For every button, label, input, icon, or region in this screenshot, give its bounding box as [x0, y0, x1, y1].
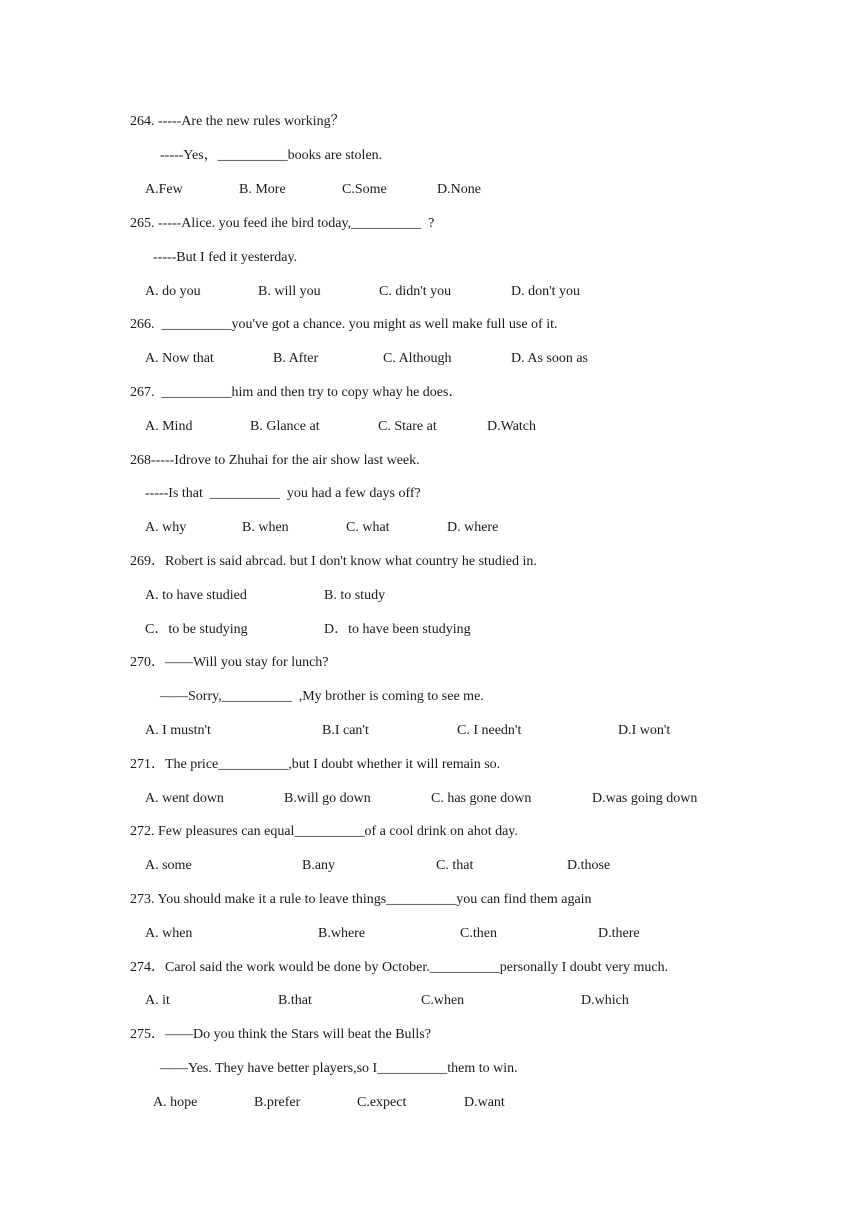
question-271-option-d: D.was going down [592, 791, 698, 806]
question-268-option-a: A. why [145, 520, 187, 535]
question-265-option-a: A. do you [145, 284, 201, 299]
question-269-option-c: C．to be studying [145, 622, 248, 637]
question-271-option-b: B.will go down [284, 791, 371, 806]
question-274-option-b: B.that [278, 993, 312, 1008]
question-273-option-b: B.where [318, 926, 366, 941]
question-273-option-d: D.there [598, 926, 640, 941]
question-265-option-d: D. don't you [511, 284, 581, 299]
question-264-option-d: D.None [437, 182, 481, 197]
question-268-stem: 268-----Idrove to Zhuhai for the air show last week. [130, 453, 420, 468]
question-274-option-a: A. it [145, 993, 170, 1008]
question-268-option-c: C. what [346, 520, 390, 535]
question-270-reply: ——Sorry,__________ ,My brother is coming to see me. [160, 689, 484, 704]
question-272-option-a: A. some [145, 858, 192, 873]
question-275-stem: 275．——Do you think the Stars will beat the Bulls? [130, 1027, 431, 1042]
question-269-option-b: B. to study [324, 588, 386, 603]
question-271-option-c: C. has gone down [431, 791, 532, 806]
question-264-option-a: A.Few [145, 182, 183, 197]
question-264-option-b: B. More [239, 182, 286, 197]
question-266-option-d: D. As soon as [511, 351, 589, 366]
question-274-option-c: C.when [421, 993, 465, 1008]
question-267-stem: 267. __________him and then try to copy whay he does． [130, 385, 463, 400]
question-270-stem: 270．——Will you stay for lunch? [130, 655, 329, 670]
question-272-option-c: C. that [436, 858, 474, 873]
question-266-option-c: C. Although [383, 351, 452, 366]
question-270-option-c: C. I needn't [457, 723, 522, 738]
question-265-stem: 265. -----Alice. you feed ihe bird today,__________ ? [130, 216, 435, 231]
question-266-option-a: A. Now that [145, 351, 214, 366]
question-269-stem: 269．Robert is said abrcad. but I don't know what country he studied in. [130, 554, 537, 569]
question-273-stem: 273. You should make it a rule to leave things__________you can find them again [130, 892, 592, 907]
question-275-option-d: D.want [464, 1095, 505, 1110]
question-266-stem: 266. __________you've got a chance. you might as well make full use of it. [130, 317, 558, 332]
question-264-option-c: C.Some [342, 182, 387, 197]
question-275-reply: ——Yes. They have better players,so I__________them to win. [160, 1061, 518, 1076]
question-267-option-a: A. Mind [145, 419, 193, 434]
question-269-option-a: A. to have studied [145, 588, 247, 603]
question-274-option-d: D.which [581, 993, 629, 1008]
question-268-reply: -----Is that __________ you had a few days off? [145, 486, 421, 501]
question-267-option-d: D.Watch [487, 419, 537, 434]
question-270-option-a: A. I mustn't [145, 723, 211, 738]
question-273-option-c: C.then [460, 926, 497, 941]
question-270-option-b: B.I can't [322, 723, 369, 738]
question-273-option-a: A. when [145, 926, 193, 941]
question-265-option-c: C. didn't you [379, 284, 452, 299]
question-275-option-a: A. hope [153, 1095, 198, 1110]
question-267-option-c: C. Stare at [378, 419, 437, 434]
question-271-stem: 271．The price__________,but I doubt whether it will remain so. [130, 757, 501, 772]
question-264-stem: 264. -----Are the new rules working？ [130, 114, 345, 129]
question-265-reply: -----But I fed it yesterday. [153, 250, 298, 265]
question-272-stem: 272. Few pleasures can equal__________of a cool drink on ahot day. [130, 824, 518, 839]
question-268-option-d: D. where [447, 520, 499, 535]
question-270-option-d: D.I won't [618, 723, 671, 738]
question-268-option-b: B. when [242, 520, 289, 535]
question-272-option-d: D.those [567, 858, 611, 873]
question-265-option-b: B. will you [258, 284, 321, 299]
question-271-option-a: A. went down [145, 791, 224, 806]
question-275-option-c: C.expect [357, 1095, 407, 1110]
question-275-option-b: B.prefer [254, 1095, 301, 1110]
question-264-reply: -----Yes，__________books are stolen. [160, 148, 383, 163]
question-266-option-b: B. After [273, 351, 319, 366]
question-269-option-d: D．to have been studying [324, 622, 471, 637]
question-272-option-b: B.any [302, 858, 336, 873]
question-274-stem: 274．Carol said the work would be done by October.__________personally I doubt very much. [130, 960, 669, 975]
question-267-option-b: B. Glance at [250, 419, 320, 434]
